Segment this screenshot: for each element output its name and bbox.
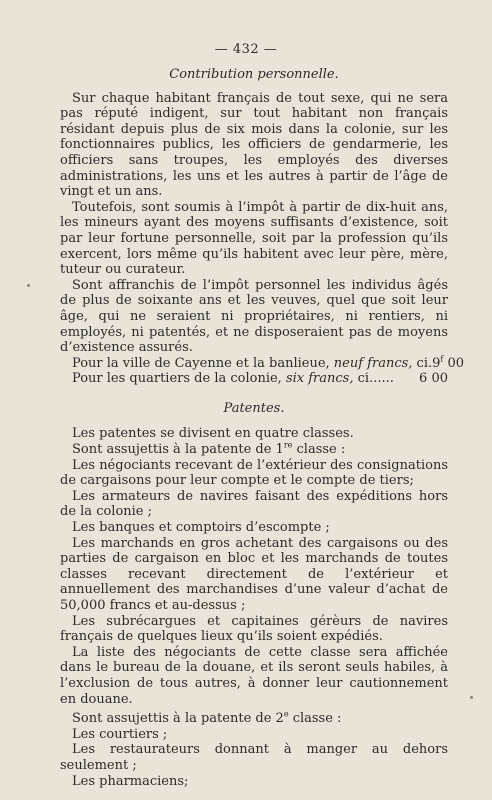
list-item: Les banques et comptoirs d’escompte ; bbox=[72, 520, 330, 536]
paragraph: Sur chaque habitant français de tout sexe, qui ne sera pas réputé indigent, sur tout habitant non français résidant depuis plus de six mois dans la colonie, sur les fonctionnaires publics, les officiers de gendarmerie, les officiers sans troupes, les employés des diverses administrations, les uns et les autres à partir de l’âge de vingt et un ans. bbox=[60, 90, 448, 200]
list-item: Les armateurs de navires faisant des expéditions hors de la colonie ; bbox=[60, 488, 448, 520]
class-heading: Sont assujettis à la patente de 2e classe : bbox=[72, 709, 342, 727]
paragraph: Toutefois, sont soumis à l’impôt à partir de dix-huit ans, les mineurs ayant des moyens suffisants d’existence, soit par leur fortune personnelle, soit par la profession qu’ils exercent, lors même qu’ils habitent avec leur père, mère, tuteur ou curateur. bbox=[60, 199, 448, 278]
rate-label: Pour les quartiers de la colonie, six francs, ci...... bbox=[72, 371, 394, 387]
list-item: Les marchands en gros achetant des cargaisons ou des parties de cargaison en bloc et les marchands de toutes classes recevant directement de l’extérieur et annuellement des marchandises d’une valeur d’achat de 50,000 francs et au-dessus ; bbox=[60, 535, 448, 613]
rate-label: Pour la ville de Cayenne et la banlieue, neuf francs, ci. bbox=[72, 355, 433, 371]
list-item: Les négociants recevant de l’extérieur des consignations de cargaisons pour leur compte et le compte de tiers; bbox=[60, 457, 448, 489]
page-number: — 432 — bbox=[214, 42, 278, 57]
list-item: Les pharmaciens; bbox=[72, 773, 189, 789]
rate-value: 9$^f$ 00 bbox=[432, 354, 465, 371]
list-item: Les courtiers ; bbox=[72, 726, 168, 742]
paper-speck bbox=[27, 284, 30, 287]
section-title-contribution: Contribution personnelle. bbox=[169, 67, 339, 82]
section-title-patentes: Patentes. bbox=[223, 400, 285, 416]
class-heading: Sont assujettis à la patente de 1re classe : bbox=[72, 440, 346, 458]
page-text bbox=[60, 0, 465, 789]
rate-row-cayenne bbox=[60, 354, 465, 372]
paper-speck bbox=[470, 696, 473, 699]
list-item: Les restaurateurs donnant à manger au dehors seulement ; bbox=[60, 742, 448, 773]
list-item: Les subrécargues et capitaines gérèurs de navires français de quelques lieux qu’ils soient expédiés. bbox=[60, 613, 448, 645]
list-item: La liste des négociants de cette classe sera affichée dans le bureau de la douane, et ils seront seuls habiles, à l’exclusion de tous autres, à donner leur cautionnement en douane. bbox=[60, 644, 448, 707]
paragraph: Les patentes se divisent en quatre classes. bbox=[72, 426, 354, 442]
rate-row-quartiers bbox=[60, 371, 448, 387]
rate-value: 6 00 bbox=[419, 371, 448, 387]
paragraph: Sont affranchis de l’impôt personnel les individus âgés de plus de soixante ans et les veuves, quel que soit leur âge, qui ne seraient ni propriétaires, ni rentiers, ni employés, ni patentés, et ne disposeraient pas de moyens d’existence assurés. bbox=[60, 277, 448, 356]
